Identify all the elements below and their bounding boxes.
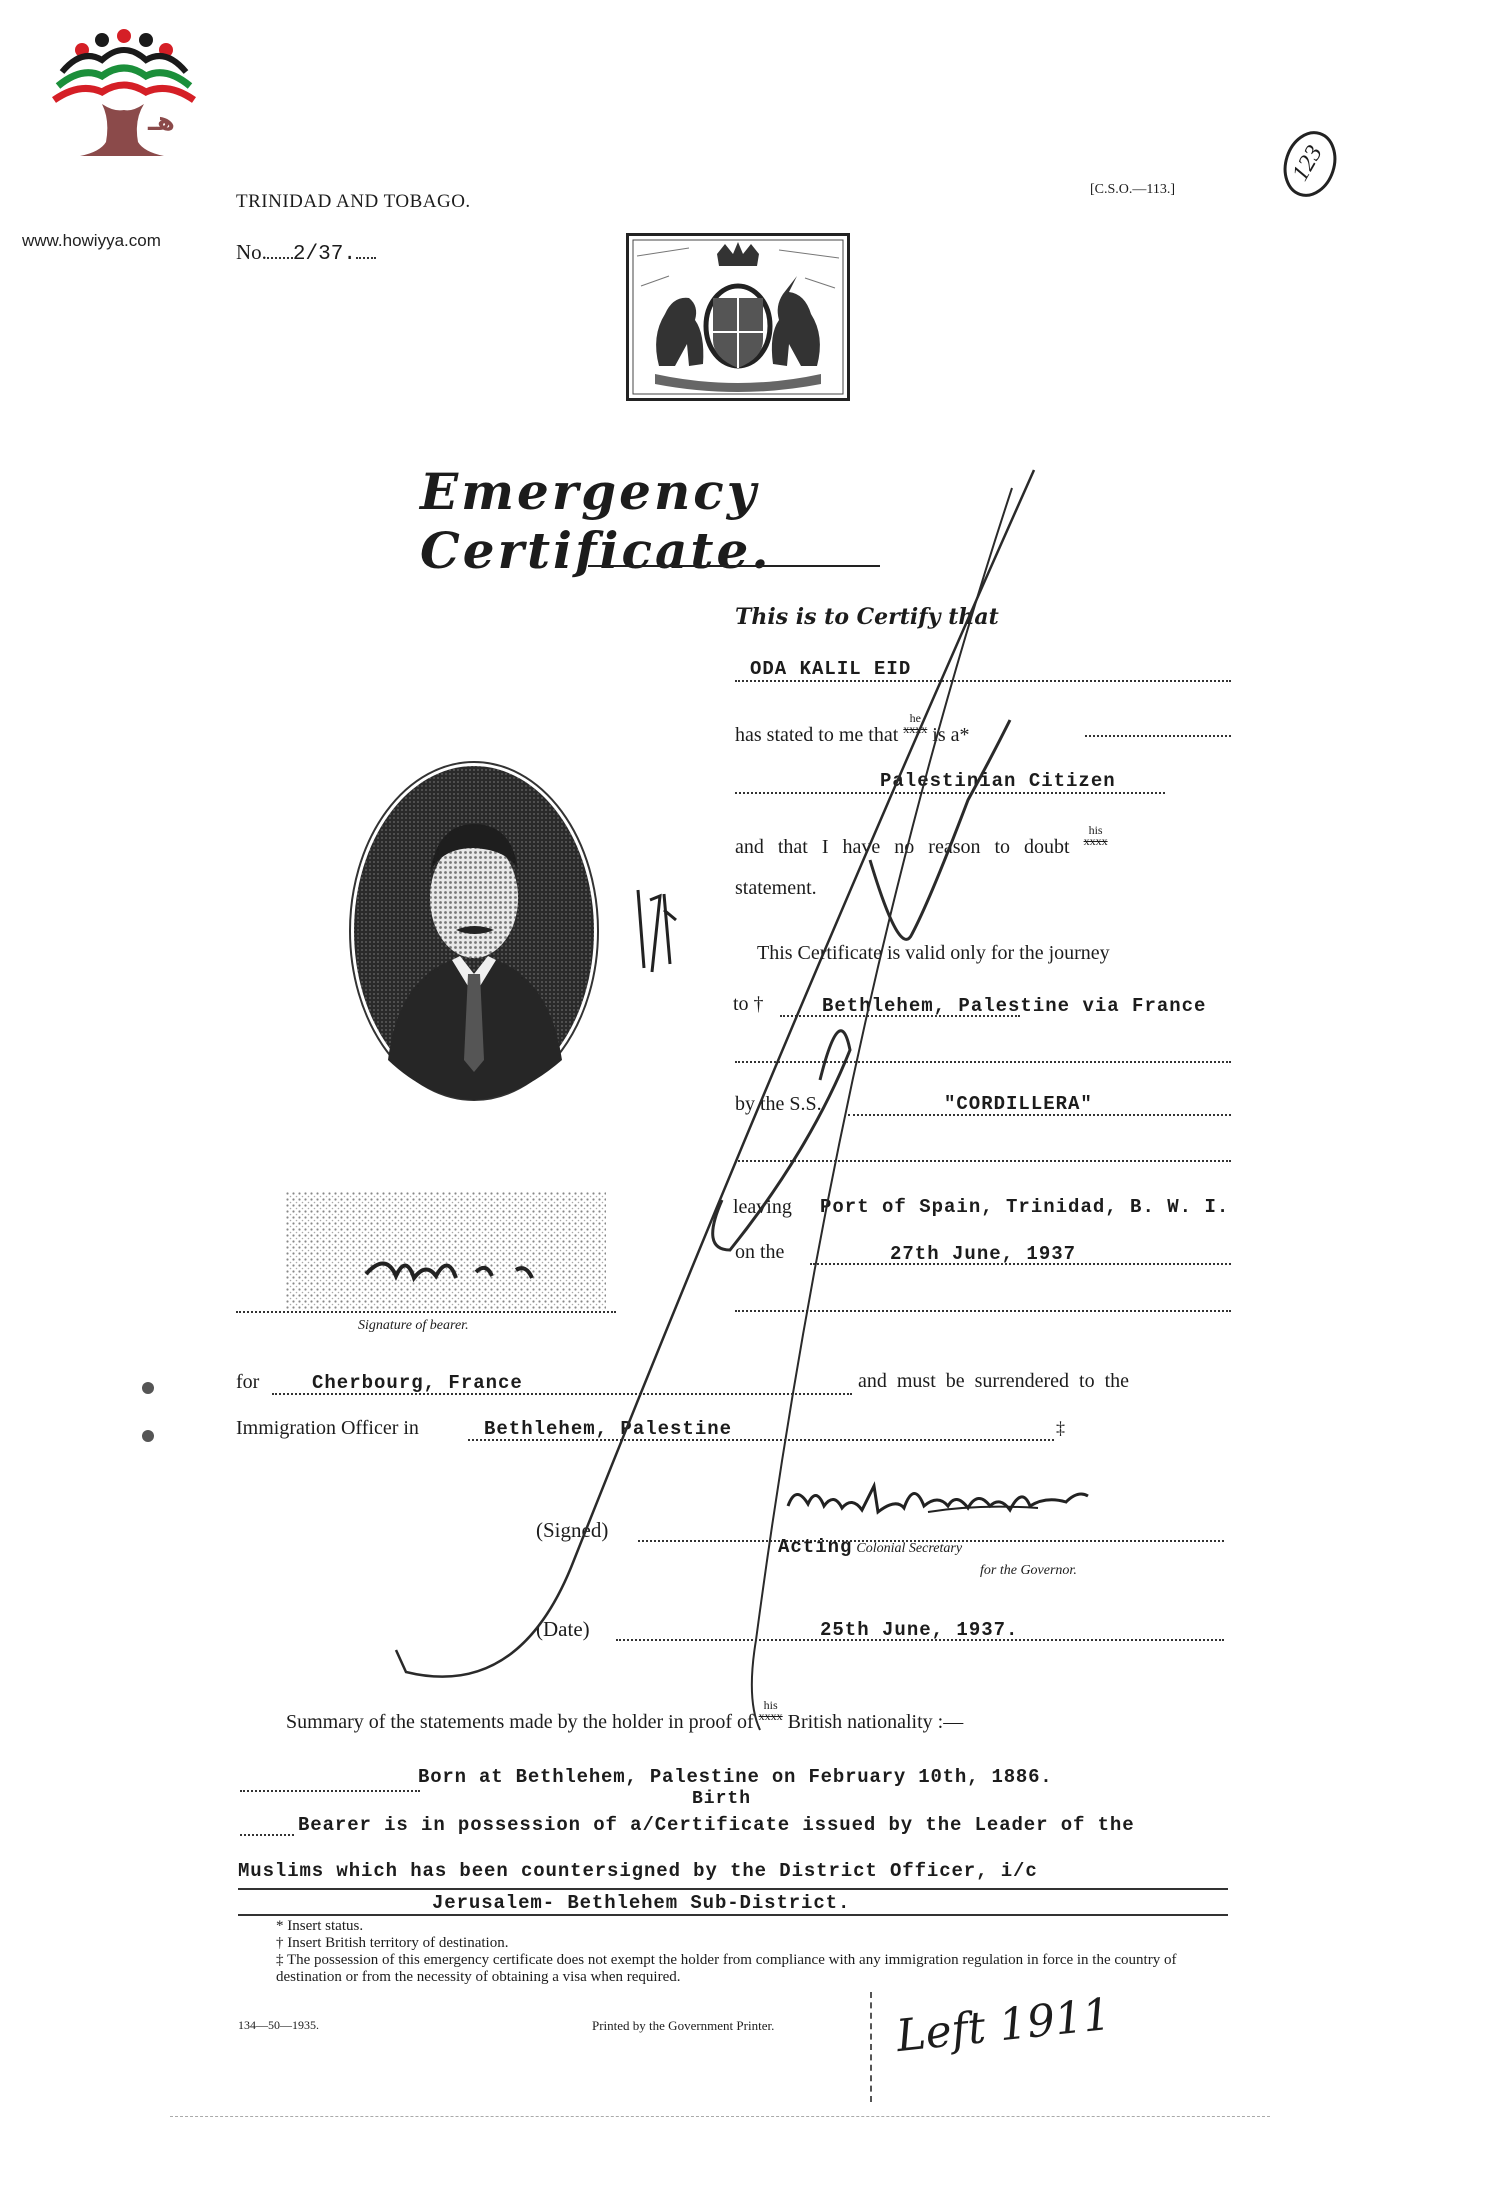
valid-text: This Certificate is valid only for the journey	[757, 942, 1110, 964]
is-a-text: is a*	[932, 724, 970, 746]
double-dagger-mark: ‡	[1056, 1418, 1065, 1438]
bullet-marker-1	[140, 1380, 156, 1396]
footnote-2: † Insert British territory of destination.	[276, 1935, 509, 1951]
summary-trail: British nationality :—	[787, 1711, 964, 1733]
crown-icon	[717, 242, 759, 266]
stated-text: has stated to me that	[735, 724, 899, 746]
for-place: Cherbourg, France	[312, 1372, 523, 1394]
royal-coat-of-arms	[626, 233, 850, 401]
possessive-choice	[1084, 825, 1108, 847]
certify-line: This is to Certify that	[735, 604, 999, 630]
departure-date: 27th June, 1937	[890, 1243, 1077, 1265]
bottom-rule	[170, 2116, 1270, 2117]
bearer-signature-area	[286, 1192, 616, 1312]
leaving-label: leaving	[733, 1196, 792, 1218]
howiyya-logo	[40, 20, 200, 170]
certificate-number	[236, 240, 376, 266]
footnote-3: ‡ The possession of this emergency certificate does not exempt the holder from compliance with any immigration regulation in force in the country of destination or from the necessity of obtaining a visa when required.	[276, 1952, 1177, 1985]
title-underline	[588, 565, 880, 567]
surrender-text: and must be surrendered to the	[858, 1370, 1130, 1392]
stated-line	[735, 713, 970, 747]
signature-caption: Signature of bearer.	[358, 1318, 469, 1333]
colonial-secretary-text: Colonial Secretary	[856, 1541, 963, 1556]
acting-text: Acting	[778, 1536, 853, 1558]
destination: Bethlehem, Palestine via France	[822, 995, 1207, 1017]
bearer-photo	[348, 760, 600, 1102]
to-label: to †	[733, 993, 764, 1015]
holder-name: ODA KALIL EID	[750, 658, 912, 680]
circled-note	[1280, 128, 1340, 200]
ship-name: "CORDILLERA"	[944, 1093, 1093, 1115]
lion-supporter-icon	[656, 298, 703, 366]
summary-lead: Summary of the statements made by the holder in proof of	[286, 1711, 754, 1733]
immigration-place: Bethlehem, Palestine	[484, 1418, 733, 1440]
colony-name: TRINIDAD AND TOBAGO.	[236, 191, 471, 212]
on-label: on the	[735, 1241, 785, 1263]
document-title: Emergency Certificate.	[420, 462, 772, 580]
possessive-struck: xxxx	[1083, 834, 1108, 848]
official-signature	[778, 1456, 1098, 1536]
summary-line-1: Born at Bethlehem, Palestine on February 10th, 1886.	[418, 1766, 1053, 1788]
summary-underline	[238, 1888, 1228, 1890]
margin-dash-line	[870, 1992, 872, 2102]
print-code: 134—50—1935.	[238, 2018, 319, 2032]
summary-possessive	[759, 1700, 783, 1722]
summary-insert-word: Birth	[692, 1789, 752, 1809]
watermark-url: www.howiyya.com	[22, 231, 161, 250]
summary-lead-line	[286, 1700, 1226, 1734]
summary-his: his	[763, 1698, 778, 1712]
handwritten-note: Left 1911	[893, 1988, 1114, 2063]
no-reason-line	[735, 825, 1235, 859]
date-value: 25th June, 1937.	[820, 1619, 1019, 1641]
footnote-1: * Insert status.	[276, 1918, 364, 1934]
summary-line-4: Jerusalem- Bethlehem Sub-District.	[432, 1892, 851, 1914]
statement-word: statement.	[735, 877, 817, 899]
summary-line-2: Bearer is in possession of a/Certificate issued by the Leader of the	[298, 1814, 1135, 1836]
pronoun-he: he	[909, 711, 921, 725]
acting-title	[778, 1536, 1118, 1558]
people-figures	[54, 29, 194, 100]
svg-text:هـ: هـ	[148, 107, 175, 137]
departure-port: Port of Spain, Trinidad, B. W. I.	[820, 1196, 1230, 1218]
for-label: for	[236, 1371, 260, 1393]
bullet-marker-2	[140, 1428, 156, 1444]
circled-note-text: 123	[1287, 141, 1328, 186]
summary-underline-2	[238, 1914, 1228, 1916]
holder-status: Palestinian Citizen	[880, 770, 1116, 792]
number-value: 2/37.	[292, 243, 356, 266]
signed-label: (Signed)	[536, 1518, 609, 1542]
form-code: [C.S.O.—113.]	[1090, 182, 1176, 197]
immigration-label: Immigration Officer in	[236, 1417, 419, 1439]
by-label: by the S.S.	[735, 1093, 822, 1115]
summary-line-3: Muslims which has been countersigned by the District Officer, i/c	[238, 1860, 1038, 1882]
unicorn-supporter-icon	[772, 276, 820, 366]
pronoun-choice	[903, 713, 927, 735]
for-governor-text: for the Governor.	[980, 1563, 1077, 1578]
summary-struck: xxxx	[758, 1709, 783, 1723]
photo-annotation	[630, 880, 680, 980]
no-reason-text: and that I have no reason to doubt	[735, 836, 1070, 858]
number-label: No.	[236, 240, 267, 264]
pronoun-struck: xxxx	[903, 722, 928, 736]
date-label: (Date)	[536, 1617, 590, 1641]
possessive-his: his	[1088, 823, 1103, 837]
printer-credit: Printed by the Government Printer.	[592, 2018, 775, 2033]
